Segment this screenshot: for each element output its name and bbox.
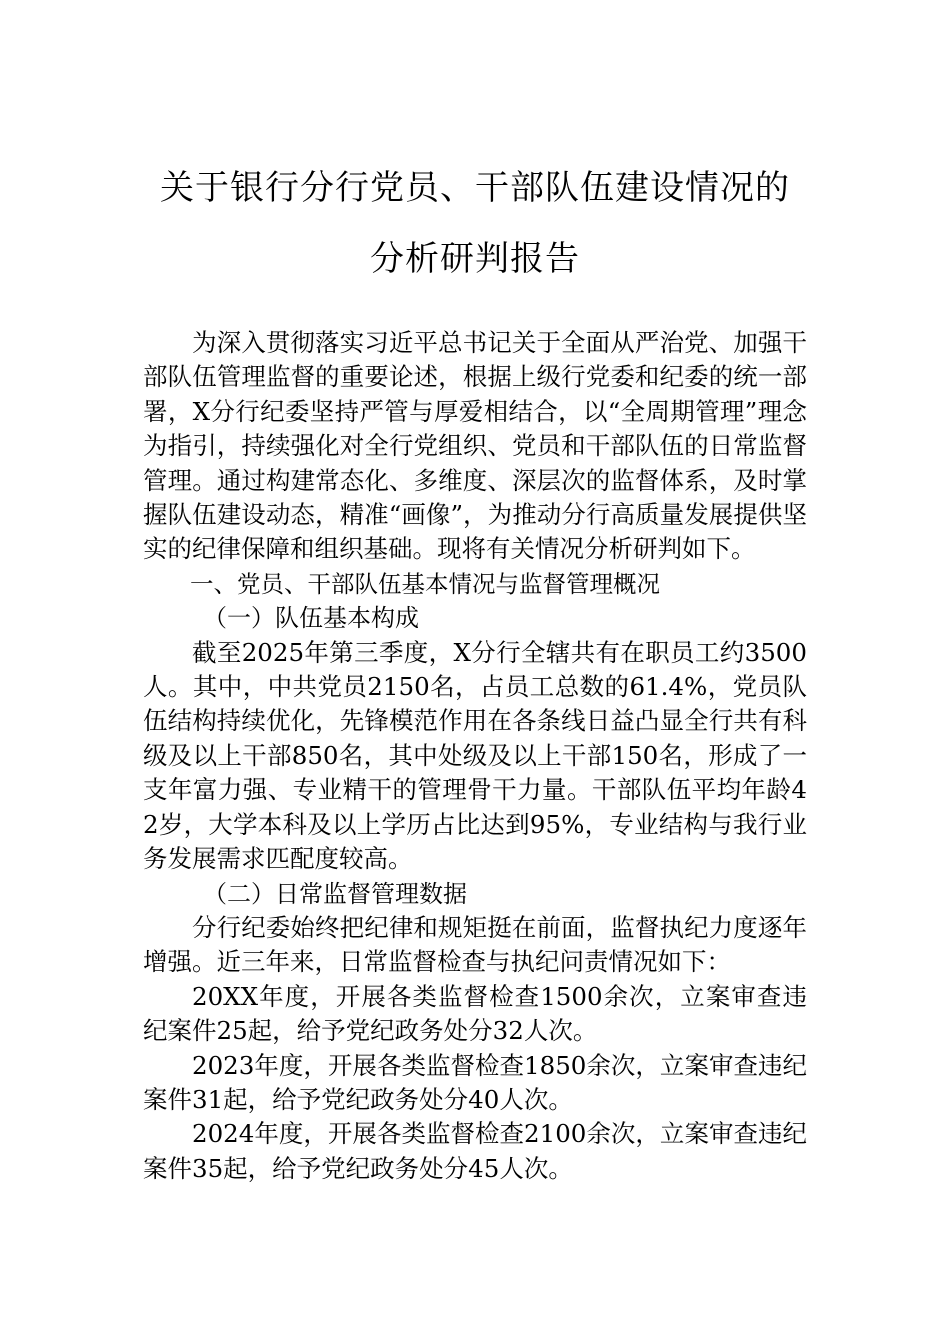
document-title-line-2: 分析研判报告	[370, 239, 580, 279]
subsection-heading-1: （一）队伍基本构成	[203, 604, 419, 633]
intro-paragraph: 为深入贯彻落实习近平总书记关于全面从严治党、加强干部队伍管理监督的重要论述，根据上级行党委和纪委的统一部署，X分行纪委坚持严管与厚爱相结合，以“全周期管理”理念为指引，持续强化对全行党组织、党员和干部队伍的日常监督管理。通过构建常态化、多维度、深层次的监督体系，及时掌握队伍建设动态，精准“画像”，为推动分行高质量发展提供坚实的纪律保障和组织基础。现将有关情况分析研判如下。	[143, 328, 807, 564]
team-composition-paragraph: 截至2025年第三季度，X分行全辖共有在职员工约3500人。其中，中共党员2150名，占员工总数的61.4%，党员队伍结构持续优化，先锋模范作用在各条线日益凸显全行共有科级及以上干部850名，其中处级及以上干部150名，形成了一支年富力强、专业精干的管理骨干力量。干部队伍平均年龄42岁，大学本科及以上学历占比达到95%，专业结构与我行业务发展需求匹配度较高。	[143, 637, 807, 874]
document-body	[143, 326, 807, 1186]
document-title-line-1: 关于银行分行党员、干部队伍建设情况的	[160, 168, 790, 208]
year-20xx-paragraph: 20XX年度，开展各类监督检查1500余次，立案审查违纪案件25起，给予党纪政务处分32人次。	[143, 981, 807, 1046]
year-2023-paragraph: 2023年度，开展各类监督检查1850余次，立案审查违纪案件31起，给予党纪政务处分40人次。	[143, 1050, 807, 1114]
subsection-heading-2: （二）日常监督管理数据	[203, 879, 467, 908]
year-2024-paragraph: 2024年度，开展各类监督检查2100余次，立案审查违纪案件35起，给予党纪政务处分45人次。	[143, 1119, 807, 1183]
section-heading-1: 一、党员、干部队伍基本情况与监督管理概况	[190, 569, 660, 598]
supervision-intro-paragraph: 分行纪委始终把纪律和规矩挺在前面，监督执纪力度逐年增强。近三年来，日常监督检查与执纪问责情况如下：	[143, 912, 807, 977]
